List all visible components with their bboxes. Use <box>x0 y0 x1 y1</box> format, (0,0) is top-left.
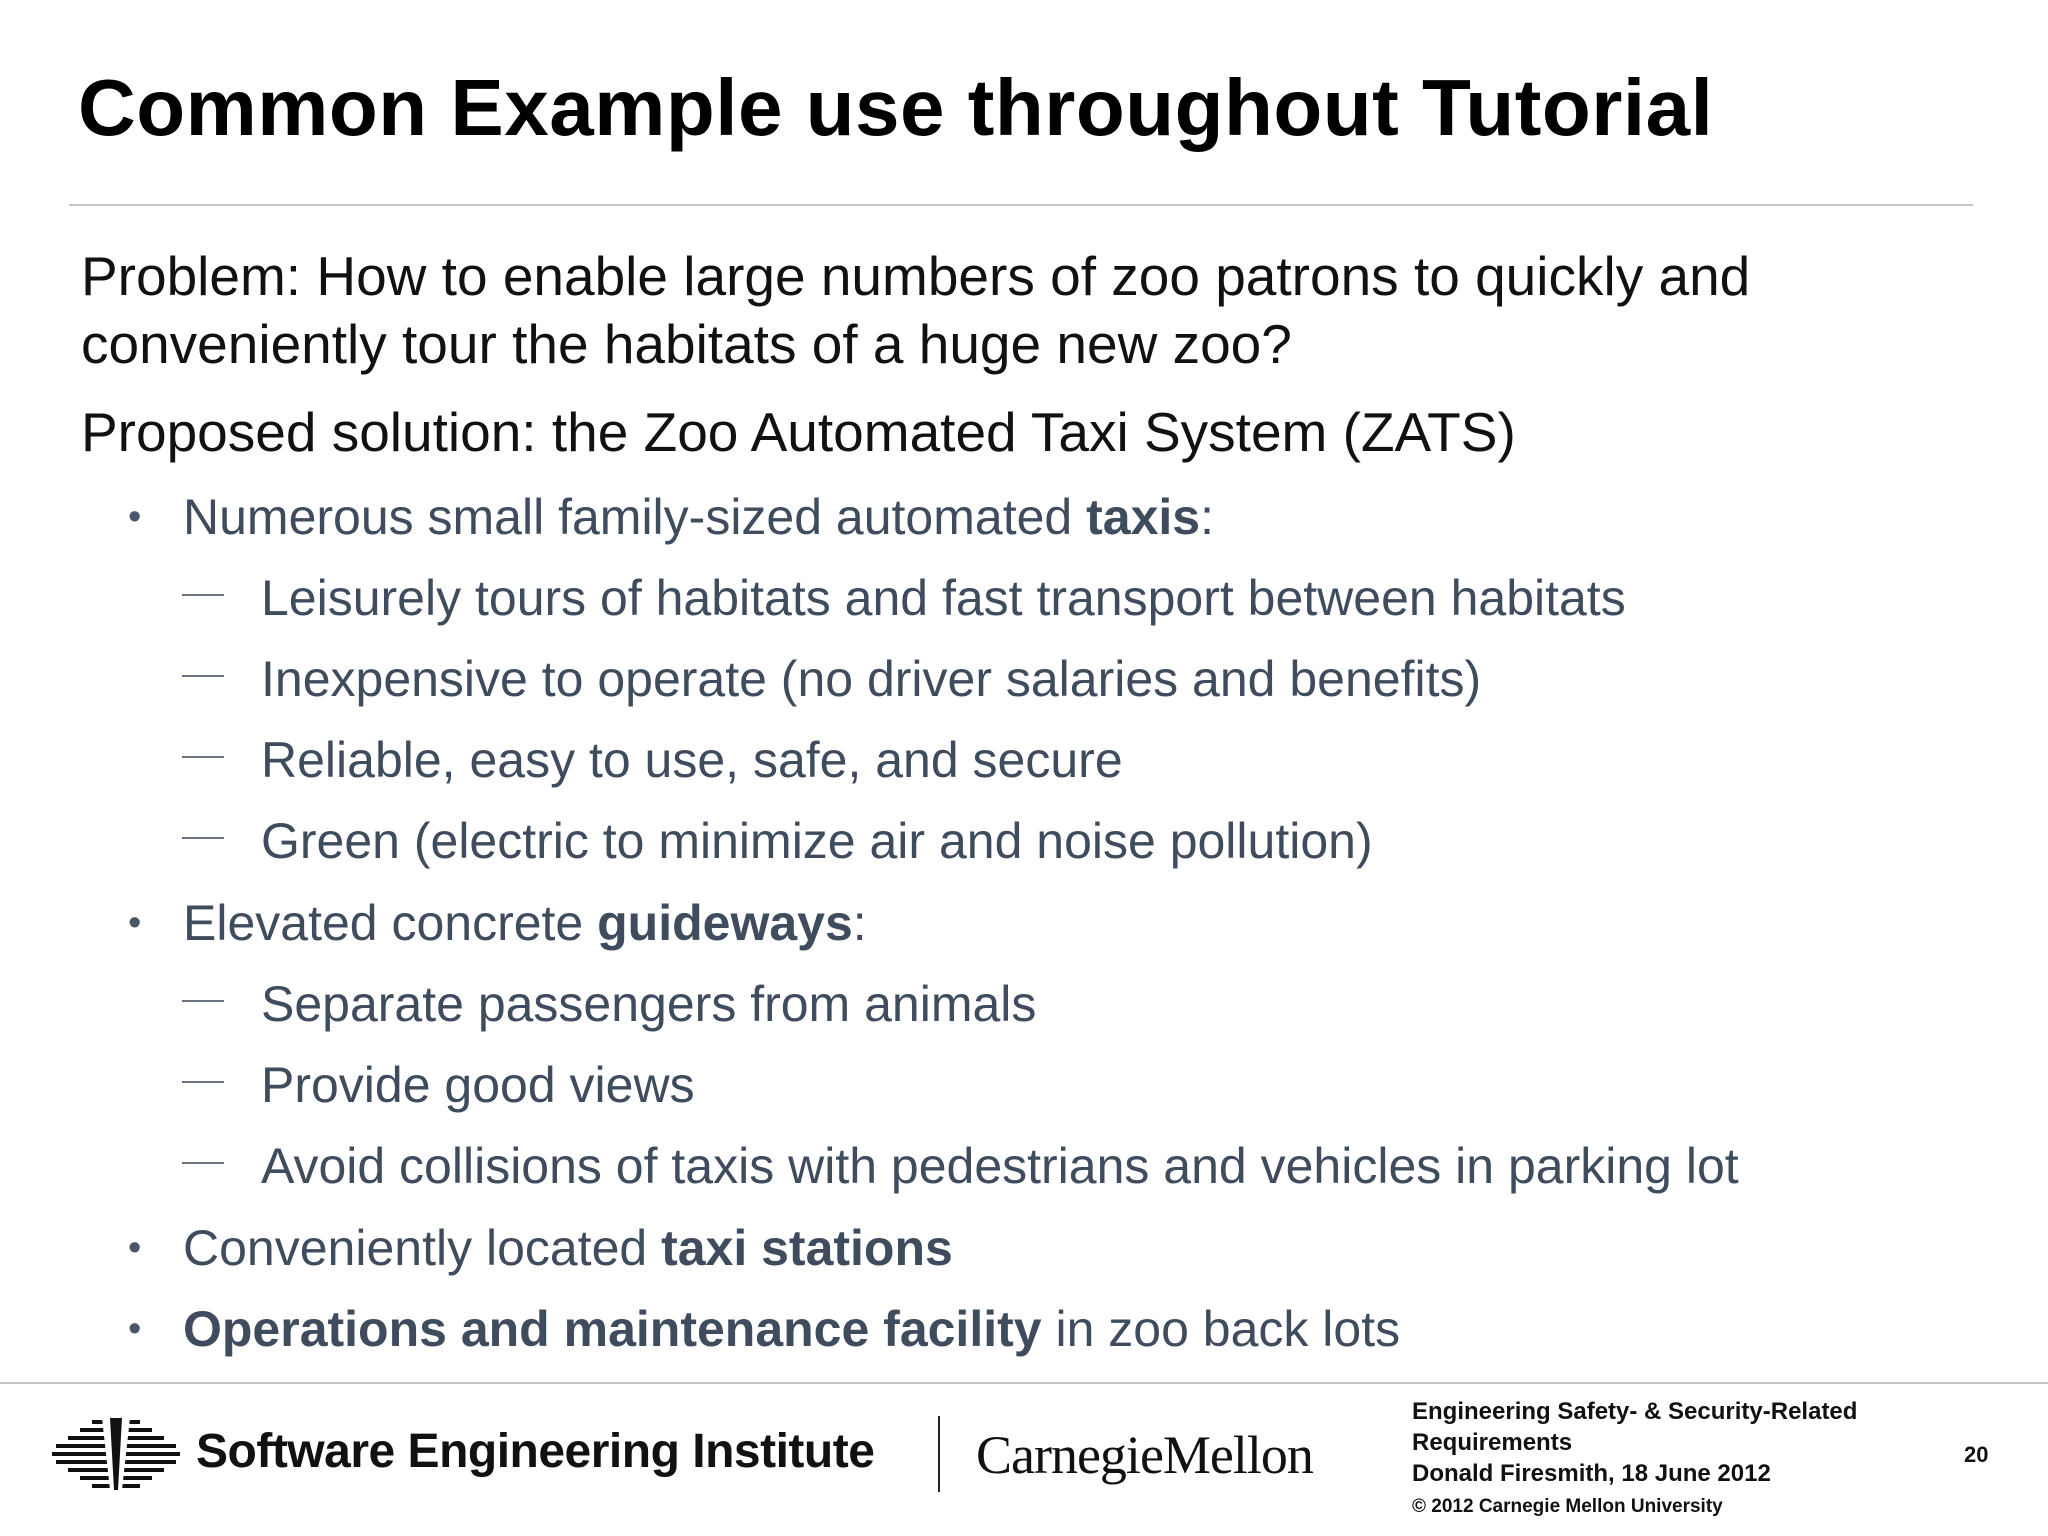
footer-info-line: Requirements <box>1412 1429 1573 1456</box>
copyright-notice: © 2012 Carnegie Mellon University <box>1412 1496 1723 1517</box>
sei-wordmark: Software Engineering Institute <box>196 1425 875 1478</box>
subitem-text: Provide good views <box>261 1057 695 1113</box>
bullet-text: Conveniently located taxi stations <box>183 1220 953 1276</box>
bullet-marker: • <box>128 1227 142 1269</box>
subitem-text: Inexpensive to operate (no driver salaries and benefits) <box>261 651 1482 707</box>
dash-marker <box>182 675 224 677</box>
bullet-marker: • <box>128 902 142 944</box>
proposed-solution: Proposed solution: the Zoo Automated Taxi System (ZATS) <box>81 401 1516 463</box>
subitem-text: Reliable, easy to use, safe, and secure <box>261 732 1123 788</box>
title-divider <box>69 204 1973 206</box>
footer-divider <box>0 1382 2048 1384</box>
problem-statement: Problem: How to enable large numbers of zoo patrons to quickly and conveniently tour the habitats of a huge new zoo? <box>81 245 1751 375</box>
bullet-marker: • <box>128 1308 142 1350</box>
subitem-text: Green (electric to minimize air and noise pollution) <box>261 813 1373 869</box>
sei-striped-logo-icon <box>52 1418 180 1490</box>
dash-marker <box>182 1000 224 1002</box>
bullet-text: Elevated concrete guideways: <box>183 895 867 951</box>
bullet-text: Numerous small family-sized automated taxis: <box>183 489 1214 545</box>
footer-info-line: Engineering Safety- & Security-Related <box>1412 1398 1858 1425</box>
logo-divider <box>938 1416 940 1492</box>
dash-marker <box>182 1081 224 1083</box>
subitem-text: Separate passengers from animals <box>261 976 1037 1032</box>
bullet-text: Operations and maintenance facility in zoo back lots <box>183 1301 1401 1357</box>
footer-info-line: Donald Firesmith, 18 June 2012 <box>1412 1460 1771 1487</box>
dash-marker <box>182 756 224 758</box>
slide-title: Common Example use throughout Tutorial <box>78 63 1714 152</box>
dash-marker <box>182 837 224 839</box>
page-number: 20 <box>1964 1442 1989 1467</box>
subitem-text: Avoid collisions of taxis with pedestrians and vehicles in parking lot <box>261 1138 1739 1194</box>
subitem-text: Leisurely tours of habitats and fast transport between habitats <box>261 570 1626 626</box>
footer-presentation-info <box>1412 1396 1857 1489</box>
dash-marker <box>182 1162 224 1164</box>
cmu-wordmark: CarnegieMellon <box>976 1425 1313 1485</box>
dash-marker <box>182 594 224 596</box>
bullet-marker: • <box>128 496 142 538</box>
